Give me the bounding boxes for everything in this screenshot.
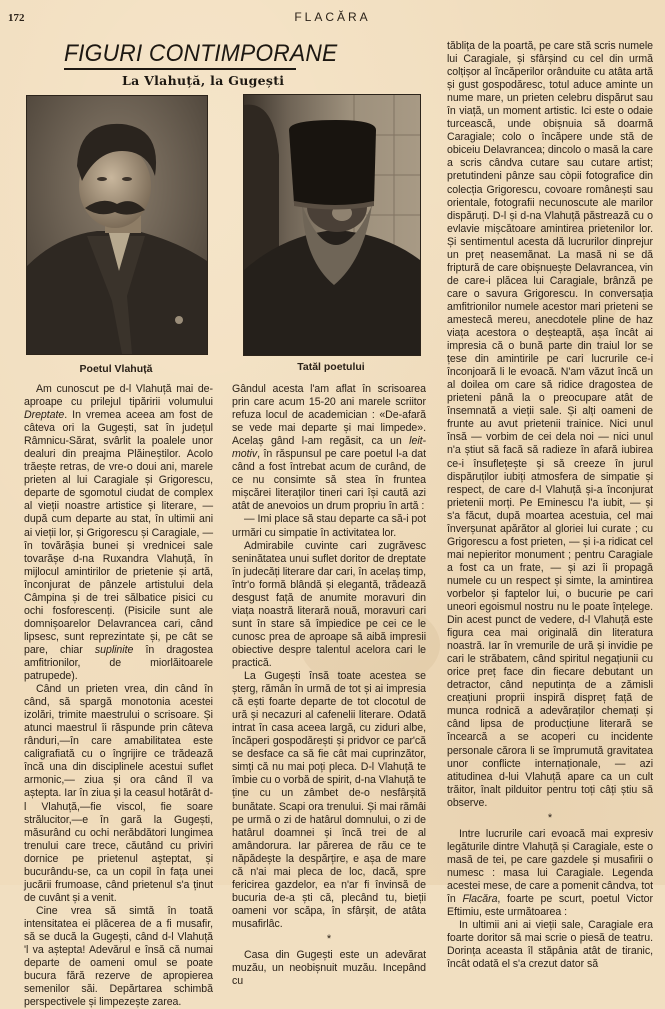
masthead: FLACĂRA — [294, 10, 371, 24]
emphasis: leit-motiv — [232, 435, 426, 461]
article-title: La Vlahuță, la Gugești — [122, 73, 285, 88]
paragraph: In ultimii ani ai vieții sale, Caragiale era foarte doritor să mai scrie o piesă de teatru. Dorința aceasta îl stăpânia atât de tiranic, încât odată el s'a crezut dator să — [447, 919, 653, 971]
paragraph — [447, 828, 653, 919]
photo-caption: Poetul Vlahuță — [79, 363, 153, 375]
book-title: Dreptate — [24, 409, 65, 422]
photo-caption: Tatăl poetului — [297, 361, 365, 373]
article-column-right — [447, 40, 653, 971]
heading-underline — [64, 68, 296, 70]
portrait-image — [244, 95, 420, 355]
paragraph: La Gugești însă toate acestea se șterg, rămân în urmă de tot și ai impresia că ești foarte departe de tot clocotul de ură și necazuri al cafenelii literare. Odată intrat în casa aceea largă, cu ziduri albe, încăperi gospodărești și pridvor ce par'că se desface ca să fie cât mai cuprinzător, simți că nu mai poți pleca. D-l Vlahuță te îmbie cu o vorbă de spirit, d-na Vlahuță te ține cu un zâmbet de-o nesfârșită bunătate. Scapi ora trenului. Și mai rămâi pe urmă o zi de hatârul domnului, o zi de hatârul doamnei și încă trei de al amândorura. Iar părerea de rău ce te năpădește la despărțire, e așa de mare că n'ai mai pleca de loc, dacă, spre fericirea gazdelor, ea n'ar fi învinsă de bucuria de-a ști că, plecând tu, bieții oameni vor scăpa, în sfârșit, de atâta musafirlâc. — [232, 670, 426, 930]
paragraph: Casa din Gugești este un adevărat muzău, un neobișnuit muzău. Incepând cu — [232, 949, 426, 988]
paragraph: Cine vrea să simtă în toată intensitatea ei plăcerea de a fi musafir, să se ducă la Gugești, când d-l Vlahuță 'l va aștepta! Adevărul e însă că numai departe de oameni omul se poate bucura fără rezerve de apropierea semenilor săi. Depărtarea schimbă perspectivele și limpezește zarea. — [24, 904, 213, 1009]
paragraph: Admirabile cuvinte cari zugrăvesc seninătatea unui suflet doritor de dreptate în judecăți literare dar cari, în acelaș timp, într'o formă blândă și elegantă, trădează desgust față de anumite moravuri din viața noastră literară nouă, moravuri cari sunt în stare să împiedice pe cei ce le cunosc prea de aproape să aibă impresii obiective despre talentul acelora cari le practică. — [232, 539, 426, 669]
article-column-middle — [232, 383, 426, 988]
paragraph: tăblița de la poartă, pe care stă scris numele lui Caragiale, și sfârșind cu cel din urmă colțișor al încăperilor orânduite cu atâta artă și gust gospodăresc, totul aduce aminte un nume mare, un prieten celebru dispărut sau în viață, un moment artistic. Ici este o odaie turcească, unde obișnuia să doarmă Caragiale; colo o încăpere unde stă de obiceiu Delavrancea; dincolo o masă la care a scris cândva cutare sau cutare artist; pretutindeni pânze sau còpii fotografice din colecția Grigorescu, covoare românești sau orientale, fotografii necunoscute ale marilor dispăruți. D-l și d-na Vlahuță păstrează cu o evlavie mișcătoare amintirea prietenilor lor. Și sentimentul acesta dă lucrurilor dinprejur un preț neasemănat. La masă ni se dă friptură de care obișnuește Delavrancea, vin de care-i plăcea lui Caragiale, brânză pe care o savura Grigorescu. In conversația amfitrionilor numele acestor mari prieteni se amestecă mereu, anecdotele pline de haz viața acestora o deșteaptă, așa încât ai impresia că o bună parte din traiul lor se țese din amintirile pe cari lucrurile ce-i înconjoară li le evoacă. N'am văzut încă un al doilea om care să ridice dragostea de prieteni până la o preocupare atât de însemnată a vieții sale. Și alți oameni de frunte au avut prietenii trainice. Nici unul însă — vorbim de cei dela noi — nici unul n'a știut să facă să radieze în afară iubirea ce-i însuflețește și să creeze în jurul dispăruților iubiți atmosfera de simpatie și respect, de care d-l Vlahuță și-a înconjurat prietenii morți. Pe Eminescu l'a iubit, — și s'a făcut, după moartea acestuia, cel mai înverșunat apărător al gloriei lui curate ; cu Grigorescu a fost prieten, — și i-a ridicat cel mai nepieritor monument ; pentru Caragiale a fost ca un frate, — și azi îi propagă numele cu un respect și simte, la amintirea vorbelor și faptelor lui, o bucurie pe cari uneori egoismul nostru nu le poate înțelege. Din acest punct de vedere, d-l Vlahuță este figura cea mai originală din literatura noastră. Iar în vremurile de ură și invidie pe cari le străbatem, când spiritul negațiunii cu orice preț face din fiecare debutant un detractor, când neputința de a zămisli creațiuni proprii inspiră dispreț față de munca rodnică a adevăraților chemați și când lipsa de producțiune literară se încearcă a se acoperi cu incidente personale cărora li se împrumută gravitatea unor conflicte internaționale, — azi atitudinea d-lui Vlahuță apare ca un cult trăitor, înalt pilduitor pentru toți câți știu să observe. — [447, 40, 653, 809]
portrait-image — [27, 96, 207, 354]
paragraph — [232, 383, 426, 513]
page-number: 172 — [8, 12, 25, 24]
paragraph — [24, 383, 213, 683]
photo-poet-father — [243, 94, 421, 356]
section-separator: * — [326, 932, 332, 945]
text-run: în dragostea amfitrionilor, de miorlăitoarele patrupede). — [24, 643, 213, 683]
text-run: Am cunoscut pe d-l Vlahuță mai de-aproape cu prilejul tipăririi volumului — [24, 383, 213, 409]
section-separator: * — [547, 811, 553, 824]
text-run: Gândul acesta l'am aflat în scrisoarea prin care acum 15-20 ani marele scriitor refuza locul de academician : «De-afară se vede mai departe și mai limpede». Acelaș gând l-am regăsit, ca un — [232, 383, 426, 448]
magazine-title: Flacăra — [462, 893, 498, 906]
quote-paragraph: — Imi place să stau departe ca să-i pot urmări cu simpatie în activitatea lor. — [232, 513, 426, 539]
photo-poet-vlahuta — [26, 95, 208, 355]
text-run: Intre lucrurile cari evoacă mai expresiv legăturile dintre Vlahuță și Caragiale, este o masă de tei, pe care gazdele și musafirii o numesc : masa lui Caragiale. Legenda acestei mese, de care a pomenit cândva, tot în — [447, 827, 653, 906]
text-run: . In vremea aceea am fost de câteva ori la Gugești, sat în județul Râmnicu-Sărat, svârlit la poalele unor dealuri din preajma Plăineștilor. Acolo trăește retras, de vre-o doui ani, marele prieten al lui Caragiale și Grigorescu, departe de sgomotul ciudat de complex al vieții noastre artistice și literare, — după cum departe au stat, în ultimii ani ai vieții lor, și Grigorescu și Caragiale, — în tovărășia bunei și vrednicei sale tovarășe d-na Ruxandra Vlahuță, în mijlocul amintirilor de prietenie și artă, înconjurat de pânzele artistului dela Câmpina și de trei sălbatice pisici cu ochi fosforescenți. (Pisicile sunt ale domnișoarelor Delavrancea cari, când lipsesc, sunt reprezintate și, pe cât se pare, chiar — [24, 409, 213, 656]
text-run: , în răspunsul pe care poetul l-a dat când a fost întrebat acum de curând, de ce nu consimte să stea în fruntea mișcărei literaților tineri cari își caută azi atât de anevoios un drum propriu în artă : — [232, 448, 426, 513]
paragraph: Când un prieten vrea, din când în când, să spargă monotonia acestei izolări, trimite maestrului o scrisoare. Și atunci maestrul îi răspunde prin câteva rânduri,—în care amabilitatea este caligrafiată cu o îngrijire ce trădează încă una din disciplinele acestui suflet armonic,— ziua și ora când îl va aștepta. Iar în ziua și la ceasul hotărât d-l Vlahuță,—fie viscol, fie soare strălucitor,—e în gară la Gugești, măsurând cu ochi nerăbdători lungimea trenului care trece, căutând cu priviri dornice pe prietenul așteptat, și bucurându-se, ca un copil în fața unei jucării frumoase, când prietenul s'a ținut de cuvânt și a venit. — [24, 683, 213, 904]
text-run: , foarte pe scurt, poetul Victor Eftimiu, este următoarea : — [447, 893, 653, 919]
emphasis: suplinite — [94, 643, 134, 656]
article-column-left — [24, 383, 213, 1009]
article-section-heading: FIGURI CONTIMPORANE — [64, 40, 338, 67]
